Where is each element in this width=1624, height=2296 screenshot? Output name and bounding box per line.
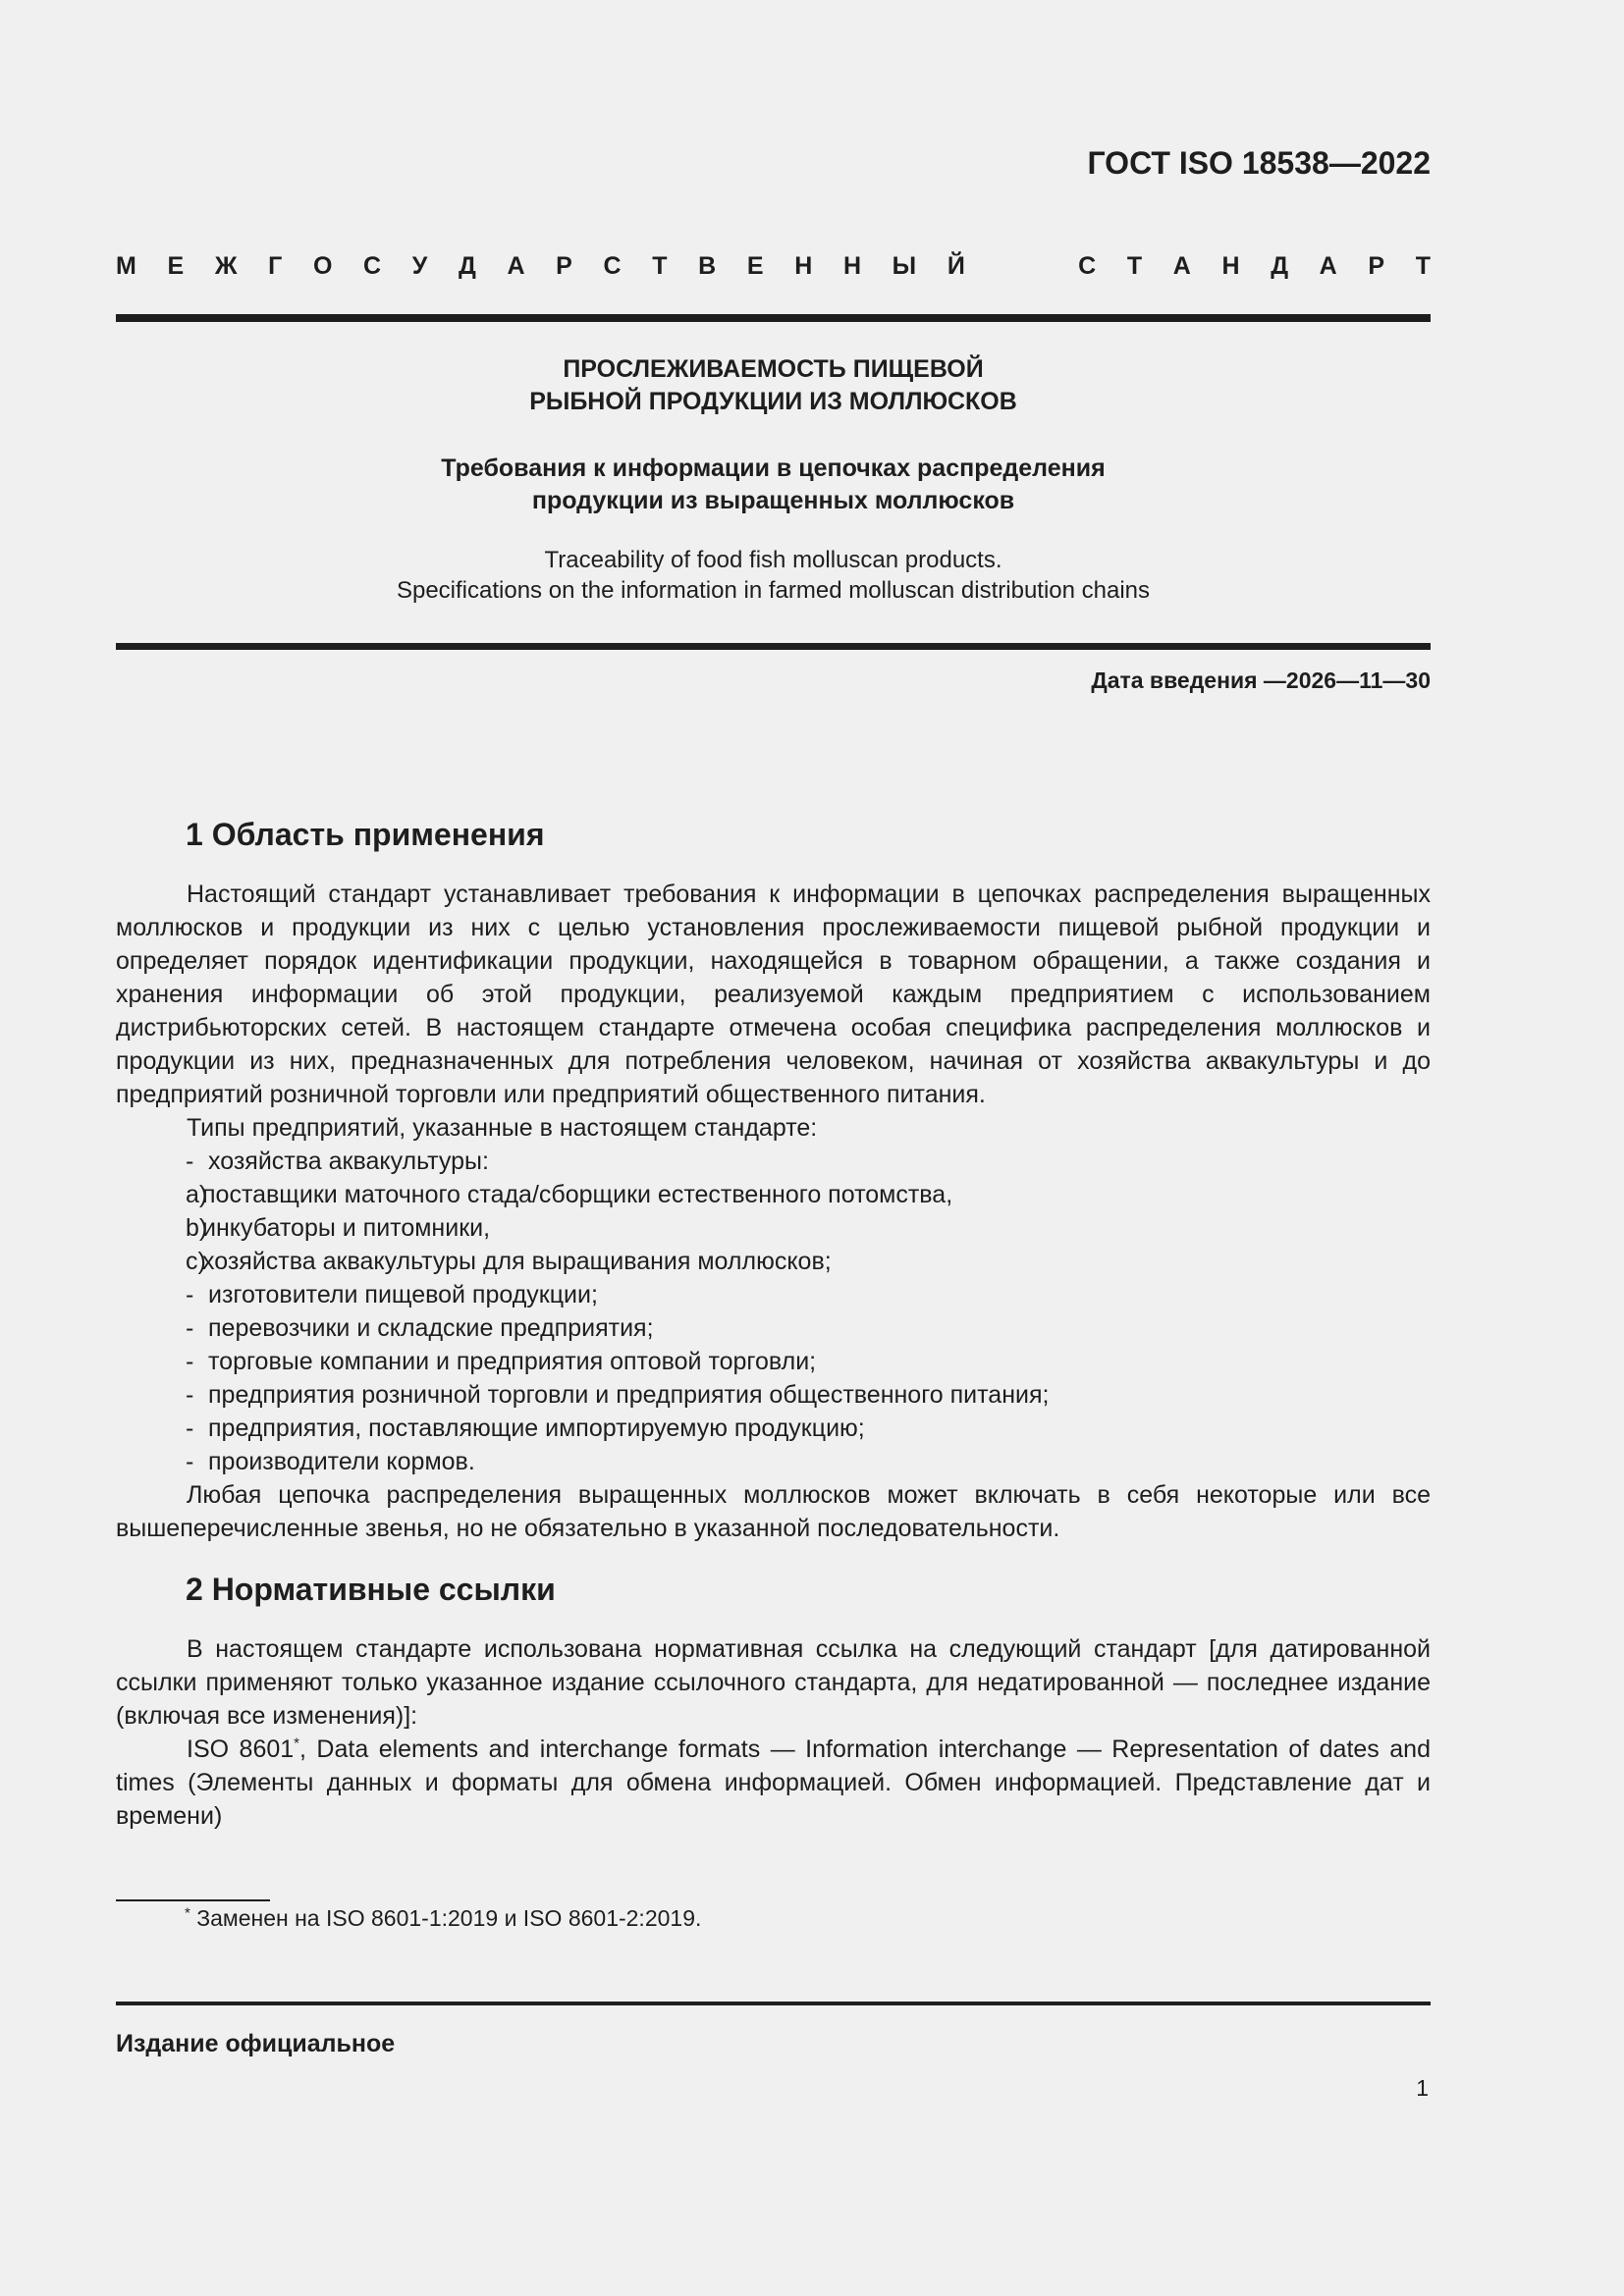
list-item [116, 1412, 1431, 1445]
list-item-marker: - [186, 1281, 194, 1308]
english-title-line-1: Traceability of food fish molluscan products. [544, 547, 1002, 573]
list-item-marker: - [186, 1148, 194, 1175]
enterprise-types-list [116, 1145, 1431, 1478]
footnote-separator [116, 1899, 270, 1901]
list-item-marker: - [186, 1314, 194, 1342]
banner-letter: Е [746, 252, 764, 280]
list-item-text: предприятия розничной торговли и предприятия общественного питания; [208, 1381, 1050, 1409]
banner-letter: Н [842, 252, 862, 280]
standard-type-banner [116, 252, 1431, 281]
reference-title: , Data elements and interchange formats — Information interchange — Representation of dates and times (Элементы данных и форматы для обмена информацией. Обмен информацией. Представление дат и времени) [116, 1735, 1431, 1830]
banner-letter: Г [268, 252, 283, 280]
normative-reference [116, 1733, 1431, 1833]
list-item-marker: - [186, 1448, 194, 1475]
banner-letter: А [1172, 252, 1191, 280]
english-title-line-2: Specifications on the information in farmed molluscan distribution chains [396, 577, 1151, 604]
banner-letter: О [312, 252, 333, 280]
list-item-marker: a) [186, 1181, 208, 1208]
top-rule [116, 314, 1431, 322]
banner-letter: Т [1415, 252, 1431, 280]
section-2 [116, 1567, 1431, 1833]
banner-letter: Ж [214, 252, 238, 280]
list-item [116, 1211, 1431, 1245]
banner-letter: У [411, 252, 428, 280]
section-2-paragraph-1: В настоящем стандарте использована нормативная ссылка на следующий стандарт [для датированной ссылки применяют только указанное издание ссылочного стандарта, для недатированной — последнее издание (включая все изменения)]: [116, 1635, 1431, 1730]
banner-letter: А [507, 252, 525, 280]
footnote-mark[interactable]: * [294, 1735, 299, 1752]
section-2-heading: 2 Нормативные ссылки [186, 1572, 556, 1607]
list-item-marker: - [186, 1415, 194, 1442]
subtitle-line-2: продукции из выращенных моллюсков [531, 487, 1015, 514]
banner-letter: Ы [892, 252, 917, 280]
standard-code: ГОСТ ISO 18538—2022 [1087, 145, 1431, 181]
list-item-marker: - [186, 1348, 194, 1375]
list-item [116, 1378, 1431, 1412]
banner-letter: Т [652, 252, 668, 280]
banner-letter: Д [458, 252, 476, 280]
banner-letter: Р [556, 252, 572, 280]
title-line-2: РЫБНОЙ ПРОДУКЦИИ ИЗ МОЛЛЮСКОВ [529, 388, 1017, 415]
list-item-text: хозяйства аквакультуры: [208, 1148, 489, 1175]
title-line-1: ПРОСЛЕЖИВАЕМОСТЬ ПИЩЕВОЙ [563, 355, 984, 383]
reference-code: ISO 8601 [187, 1735, 295, 1763]
list-item [116, 1245, 1431, 1278]
official-edition-label: Издание официальное [116, 2030, 396, 2057]
banner-letter: Й [947, 252, 965, 280]
list-item [116, 1178, 1431, 1211]
subtitle-line-1: Требования к информации в цепочках распределения [441, 454, 1106, 482]
section-1 [116, 812, 1431, 1545]
banner-letter: Н [794, 252, 813, 280]
list-item-text: производители кормов. [208, 1448, 475, 1475]
list-item [116, 1445, 1431, 1478]
list-item-text: изготовители пищевой продукции; [208, 1281, 598, 1308]
list-item-text: перевозчики и складские предприятия; [208, 1314, 654, 1342]
section-1-paragraph-3: Любая цепочка распределения выращенных моллюсков может включать в себя некоторые или все вышеперечисленные звенья, но не обязательно в указанной последовательности. [116, 1481, 1431, 1542]
list-item [116, 1145, 1431, 1178]
list-item-text: инкубаторы и питомники, [202, 1214, 491, 1242]
section-1-paragraph-1: Настоящий стандарт устанавливает требования к информации в цепочках распределения выращенных моллюсков и продукции из них с целью установления прослеживаемости пищевой рыбной продукции и определяет порядок идентификации продукции, находящейся в товарном обращении, а также создания и хранения информации об этой продукции, реализуемой каждым предприятием с использованием дистрибьюторских сетей. В настоящем стандарте отмечена особая специфика распределения моллюсков и продукции из них, предназначенных для потребления человеком, начиная от хозяйства аквакультуры и до предприятий розничной торговли или предприятий общественного питания. [116, 881, 1431, 1108]
banner-letter: С [1078, 252, 1097, 280]
footnote-text: Заменен на ISO 8601-1:2019 и ISO 8601-2:2019. [189, 1905, 702, 1931]
banner-letter: Т [1126, 252, 1143, 280]
list-item-marker: b) [186, 1214, 208, 1242]
document-title [116, 353, 1431, 418]
banner-letter: М [116, 252, 136, 280]
banner-letter: С [603, 252, 622, 280]
banner-letter: В [698, 252, 717, 280]
footnote-marker: * [185, 1904, 190, 1922]
banner-letter: Д [1271, 252, 1288, 280]
banner-gap [996, 252, 1047, 281]
footnote [185, 1905, 701, 1932]
section-1-paragraph-2: Типы предприятий, указанные в настоящем стандарте: [187, 1114, 818, 1142]
banner-letter: Р [1368, 252, 1385, 280]
list-item-text: хозяйства аквакультуры для выращивания моллюсков; [202, 1248, 832, 1275]
list-item-text: поставщики маточного стада/сборщики естественного потомства, [202, 1181, 953, 1208]
page-number: 1 [1416, 2075, 1429, 2101]
list-item-marker: - [186, 1381, 194, 1409]
list-item [116, 1345, 1431, 1378]
list-item-text: торговые компании и предприятия оптовой торговли; [208, 1348, 817, 1375]
list-item-marker: c) [186, 1248, 206, 1275]
banner-letter: Н [1221, 252, 1240, 280]
list-item [116, 1278, 1431, 1311]
english-title [116, 545, 1431, 606]
title-bottom-rule [116, 643, 1431, 650]
footer-rule [116, 2002, 1431, 2005]
list-item [116, 1311, 1431, 1345]
banner-letter: С [363, 252, 382, 280]
introduction-date: Дата введения —2026—11—30 [1091, 667, 1431, 693]
banner-letter: А [1319, 252, 1337, 280]
list-item-text: предприятия, поставляющие импортируемую продукцию; [208, 1415, 865, 1442]
banner-letter: Е [167, 252, 185, 280]
document-subtitle [116, 453, 1431, 517]
section-1-heading: 1 Область применения [186, 817, 545, 852]
